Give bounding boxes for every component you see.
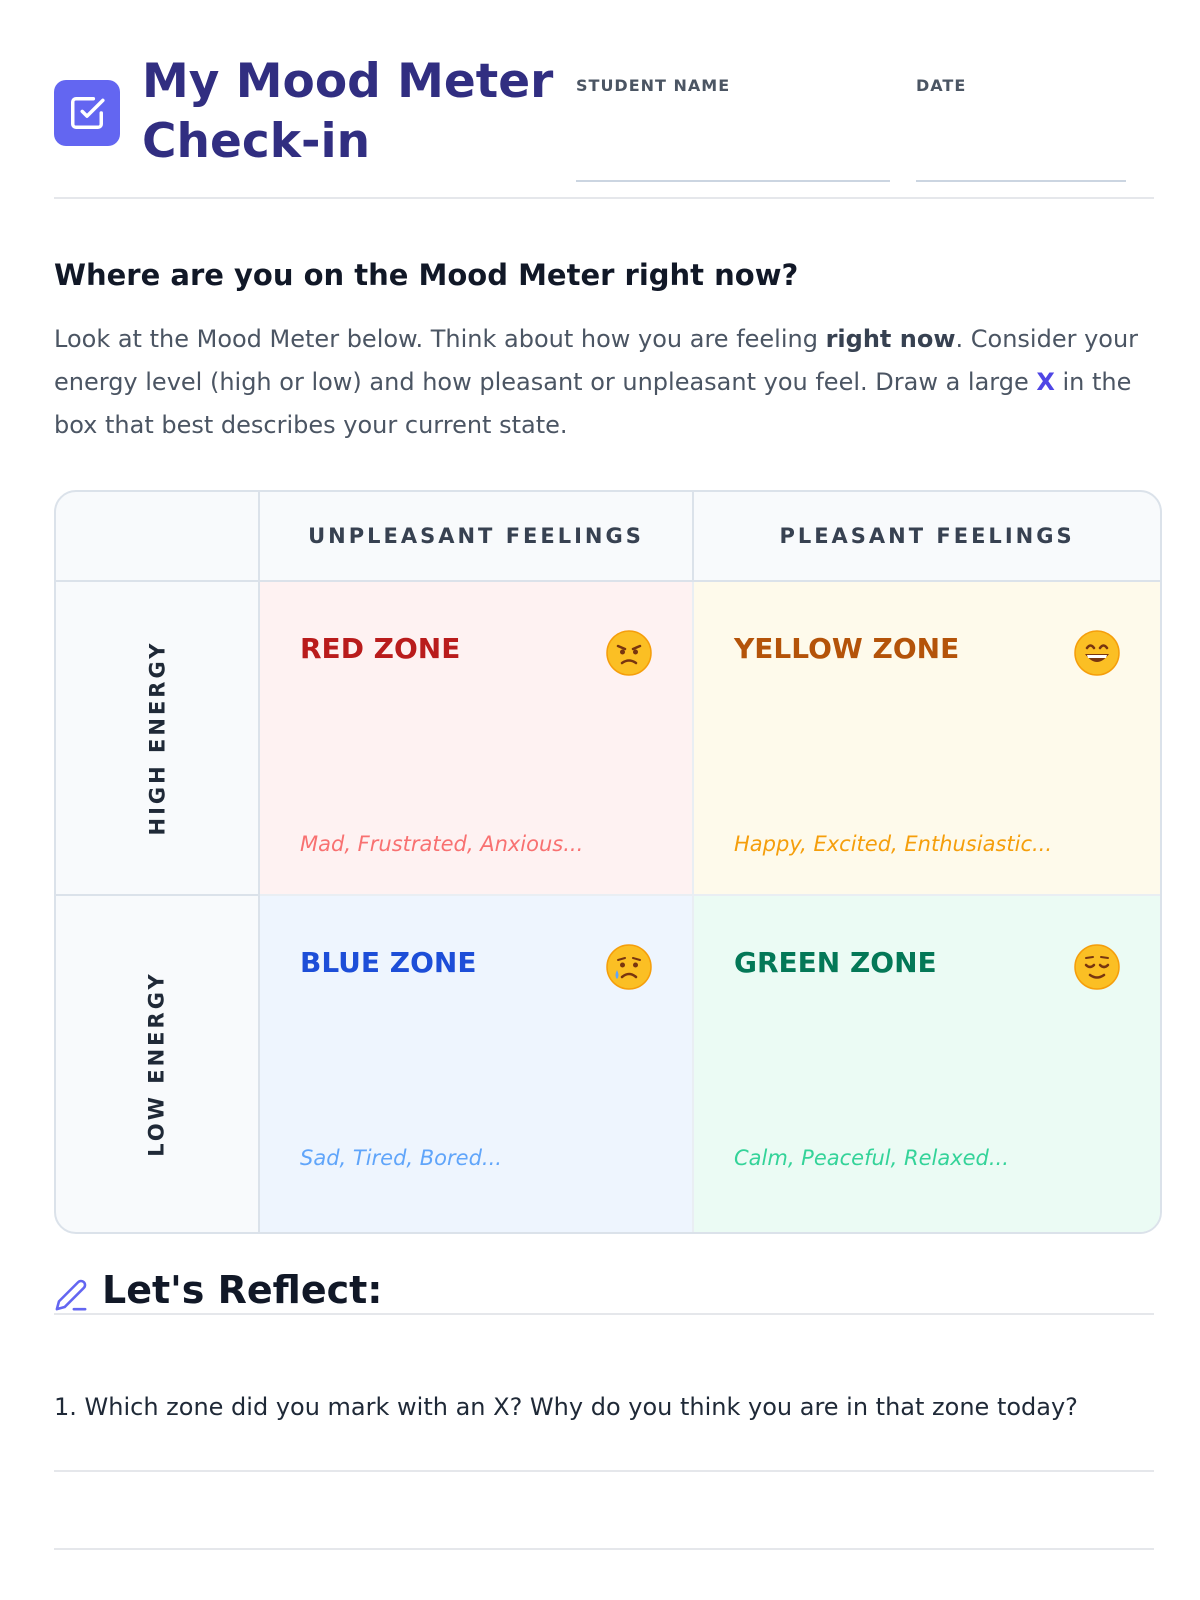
row-header-high-energy-label: HIGH ENERGY <box>145 640 169 836</box>
mood-meter-grid <box>54 490 1162 1234</box>
instructions-text-1: Look at the Mood Meter below. Think about how you are feeling <box>54 325 826 353</box>
student-name-label: STUDENT NAME <box>576 76 731 95</box>
blue-zone-examples: Sad, Tired, Bored... <box>300 1146 502 1170</box>
red-zone[interactable] <box>260 582 694 896</box>
green-zone-examples: Calm, Peaceful, Relaxed... <box>734 1146 1009 1170</box>
worksheet-header <box>54 50 1154 205</box>
question-title: Where are you on the Mood Meter right now? <box>54 258 799 292</box>
blue-zone-title: BLUE ZONE <box>300 946 477 979</box>
instructions <box>54 318 1164 447</box>
blue-zone[interactable] <box>260 896 694 1232</box>
crying-face-icon <box>606 944 652 990</box>
red-zone-title: RED ZONE <box>300 632 461 665</box>
yellow-zone-title: YELLOW ZONE <box>734 632 960 665</box>
reflection-question-1: 1. Which zone did you mark with an X? Why do you think you are in that zone today? <box>54 1393 1078 1421</box>
column-header-unpleasant: UNPLEASANT FEELINGS <box>260 492 694 582</box>
date-line[interactable] <box>916 180 1126 182</box>
reflect-divider <box>54 1313 1154 1315</box>
date-label: DATE <box>916 76 967 95</box>
row-header-low-energy <box>56 896 260 1232</box>
row-header-high-energy <box>56 582 260 896</box>
pencil-icon <box>54 1278 88 1312</box>
instructions-x: X <box>1036 368 1055 396</box>
instructions-bold: right now <box>825 325 956 353</box>
row-header-low-energy-label: LOW ENERGY <box>144 971 169 1157</box>
yellow-zone-examples: Happy, Excited, Enthusiastic... <box>734 832 1053 856</box>
yellow-zone[interactable] <box>694 582 1160 896</box>
green-zone[interactable] <box>694 896 1160 1232</box>
green-zone-title: GREEN ZONE <box>734 946 937 979</box>
date-field <box>916 76 966 95</box>
angry-face-icon <box>606 630 652 676</box>
instructions-text-3: in the box that best describes your current state. <box>54 368 1132 439</box>
relieved-face-icon <box>1074 944 1120 990</box>
red-zone-examples: Mad, Frustrated, Anxious... <box>300 832 584 856</box>
page-title: My Mood Meter Check-in <box>142 54 554 169</box>
answer-line-1[interactable] <box>54 1470 1154 1472</box>
grid-corner <box>56 492 260 582</box>
student-name-line[interactable] <box>576 180 890 182</box>
header-divider <box>54 197 1154 199</box>
grinning-face-icon <box>1074 630 1120 676</box>
student-name-field <box>576 76 730 95</box>
answer-line-2[interactable] <box>54 1548 1154 1550</box>
reflect-title: Let's Reflect: <box>102 1268 383 1312</box>
instructions-text-2: . Consider your energy level (high or low) and how pleasant or unpleasant you feel. Draw a large <box>54 325 1139 396</box>
column-header-pleasant: PLEASANT FEELINGS <box>694 492 1160 582</box>
checkbox-logo-icon <box>54 80 120 146</box>
